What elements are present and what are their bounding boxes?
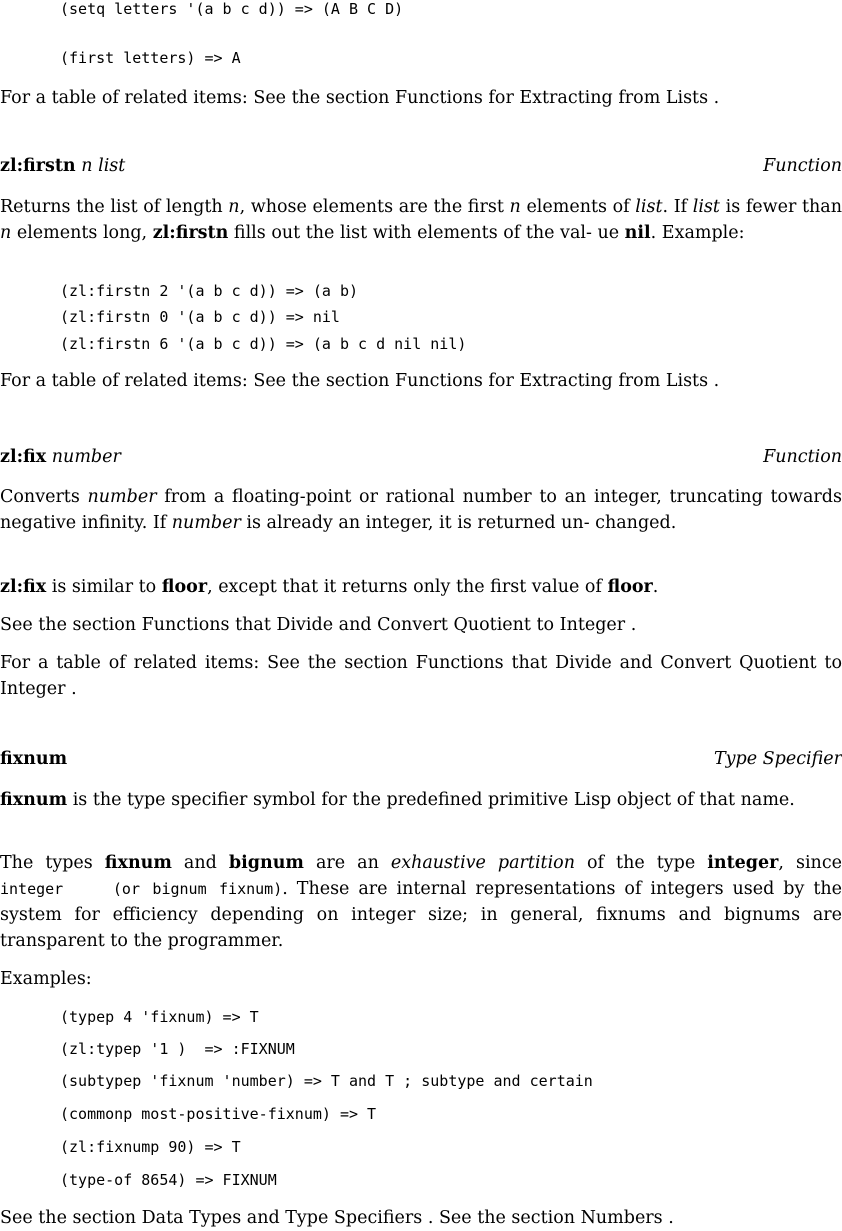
related-suffix: . bbox=[708, 88, 720, 108]
code-line: (commonp most-positive-fixnum) => T bbox=[60, 1105, 377, 1123]
section-link[interactable]: Functions that Divide and Convert Quotient to Integer bbox=[0, 653, 842, 699]
related-items bbox=[0, 85, 842, 111]
entry-header bbox=[0, 749, 842, 769]
function-name: zl:firstn bbox=[0, 156, 76, 176]
section-link[interactable]: Functions that Divide and Convert Quotient to Integer bbox=[141, 615, 626, 635]
code-line: (setq letters '(a b c d)) => (A B C D) bbox=[60, 0, 404, 18]
entry-kind: Type Specifier bbox=[713, 749, 842, 769]
entry-kind: Function bbox=[763, 447, 842, 467]
function-name: zl:fix bbox=[0, 447, 47, 467]
arg: list bbox=[98, 156, 126, 176]
code-line: (first letters) => A bbox=[60, 49, 241, 67]
code-line: (type-of 8654) => FIXNUM bbox=[60, 1171, 277, 1189]
type-name: fixnum bbox=[0, 749, 68, 769]
see-also: See the section Functions that Divide and Convert Quotient to Integer . bbox=[0, 615, 637, 635]
section-link[interactable]: Data Types and Type Specifiers bbox=[141, 1208, 423, 1228]
entry-header bbox=[0, 447, 842, 467]
description: The types fixnum and bignum are an exhaustive partition of the type integer, since integer (or bignum fixnum). These are internal representations of integers used by the system for efficiency depending on integer size; in general, fixnums and bignums are transparent to the programmer. bbox=[0, 853, 842, 951]
related-items: For a table of related items: See the section Functions for Extracting from Lists . bbox=[0, 371, 720, 391]
arg: number bbox=[51, 447, 121, 467]
code-line: (zl:firstn 0 '(a b c d)) => nil bbox=[60, 308, 340, 326]
code-line: (zl:firstn 2 '(a b c d)) => (a b) bbox=[60, 282, 359, 300]
related-items: For a table of related items: See the section Functions that Divide and Convert Quotient to Integer . bbox=[0, 653, 842, 699]
description: Converts number from a floating-point or rational number to an integer, truncating towards negative infinity. If number is already an integer, it is returned un- changed. bbox=[0, 487, 842, 533]
see-also: See the section Data Types and Type Specifiers . See the section Numbers . bbox=[0, 1208, 674, 1228]
description: fixnum is the type specifier symbol for the predefined primitive Lisp object of that name. bbox=[0, 790, 795, 810]
examples-label: Examples: bbox=[0, 969, 92, 989]
code-line: (zl:firstn 6 '(a b c d)) => (a b c d nil nil) bbox=[60, 335, 467, 353]
description: Returns the list of length n, whose elements are the first n elements of list. If list is fewer than n elements long, zl:firstn fills out the list with elements of the val- ue nil. Example: bbox=[0, 197, 842, 243]
section-link[interactable]: Functions for Extracting from Lists bbox=[394, 371, 709, 391]
entry-header bbox=[0, 156, 842, 176]
code-line: (typep 4 'fixnum) => T bbox=[60, 1008, 259, 1026]
related-prefix: For a table of related items: See the section bbox=[0, 88, 395, 108]
arg: n bbox=[81, 156, 93, 176]
code-line: (zl:typep '1 ) => :FIXNUM bbox=[60, 1040, 295, 1058]
description: zl:fix is similar to floor, except that it returns only the first value of floor. bbox=[0, 577, 659, 597]
entry-kind: Function bbox=[763, 156, 842, 176]
section-link[interactable]: Functions for Extracting from Lists bbox=[394, 88, 709, 108]
code-line: (subtypep 'fixnum 'number) => T and T ; subtype and certain bbox=[60, 1072, 593, 1090]
section-link[interactable]: Numbers bbox=[580, 1208, 663, 1228]
code-line: (zl:fixnump 90) => T bbox=[60, 1138, 241, 1156]
